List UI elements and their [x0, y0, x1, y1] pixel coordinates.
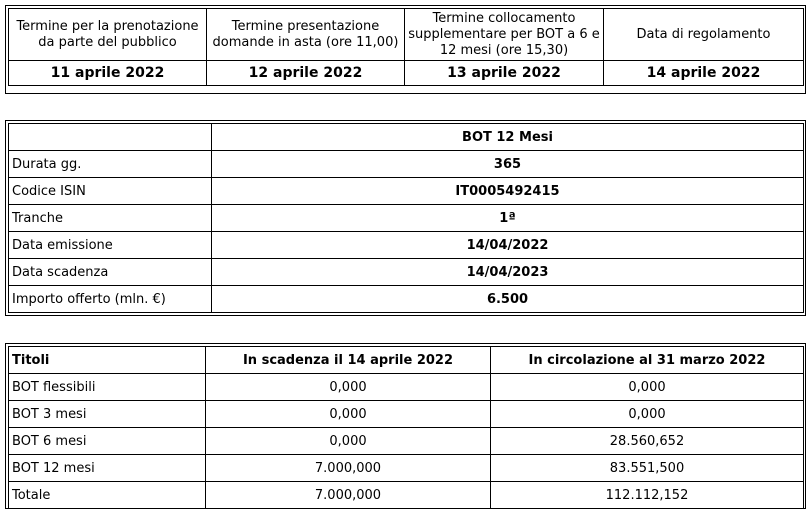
dates-table	[8, 8, 804, 86]
header-data-regolamento: Data di regolamento	[604, 9, 804, 61]
row-value: 6.500	[212, 286, 804, 313]
table-row	[9, 428, 804, 455]
row-label: Importo offerto (mln. €)	[9, 286, 212, 313]
bot-details-table	[8, 123, 804, 313]
details-header-empty	[9, 124, 212, 151]
table-row	[9, 374, 804, 401]
row-in-circolazione: 83.551,500	[491, 455, 804, 482]
table-row	[9, 178, 804, 205]
row-value: 14/04/2022	[212, 232, 804, 259]
table-row	[9, 401, 804, 428]
header-titoli: Titoli	[9, 347, 206, 374]
row-label: Tranche	[9, 205, 212, 232]
table-row	[9, 205, 804, 232]
header-collocamento-supplementare: Termine collocamento supplementare per BOT a 6 e 12 mesi (ore 15,30)	[405, 9, 604, 61]
row-titolo: BOT 6 mesi	[9, 428, 206, 455]
value-data-regolamento: 14 aprile 2022	[604, 61, 804, 86]
value-presentazione-domande: 12 aprile 2022	[207, 61, 405, 86]
details-header-row	[9, 124, 804, 151]
table-row	[9, 286, 804, 313]
row-label: Data scadenza	[9, 259, 212, 286]
row-in-circolazione: 0,000	[491, 374, 804, 401]
dates-value-row	[9, 61, 804, 86]
row-value: IT0005492415	[212, 178, 804, 205]
row-in-circolazione: 28.560,652	[491, 428, 804, 455]
row-titolo: BOT 3 mesi	[9, 401, 206, 428]
table-row	[9, 455, 804, 482]
header-prenotazione: Termine per la prenotazione da parte del pubblico	[9, 9, 207, 61]
value-collocamento-supplementare: 13 aprile 2022	[405, 61, 604, 86]
row-label: Durata gg.	[9, 151, 212, 178]
row-label: Data emissione	[9, 232, 212, 259]
row-value: 14/04/2023	[212, 259, 804, 286]
header-presentazione-domande: Termine presentazione domande in asta (ore 11,00)	[207, 9, 405, 61]
row-in-circolazione: 0,000	[491, 401, 804, 428]
row-titolo: Totale	[9, 482, 206, 509]
titoli-header-row	[9, 347, 804, 374]
row-value: 365	[212, 151, 804, 178]
details-header-title: BOT 12 Mesi	[212, 124, 804, 151]
table-row	[9, 259, 804, 286]
row-titolo: BOT 12 mesi	[9, 455, 206, 482]
row-value: 1ª	[212, 205, 804, 232]
table-row	[9, 151, 804, 178]
row-in-scadenza: 7.000,000	[206, 455, 491, 482]
titoli-table	[8, 346, 804, 509]
row-in-scadenza: 7.000,000	[206, 482, 491, 509]
table-row-total	[9, 482, 804, 509]
dates-header-row	[9, 9, 804, 61]
row-in-scadenza: 0,000	[206, 428, 491, 455]
value-prenotazione: 11 aprile 2022	[9, 61, 207, 86]
row-label: Codice ISIN	[9, 178, 212, 205]
row-in-circolazione: 112.112,152	[491, 482, 804, 509]
row-titolo: BOT flessibili	[9, 374, 206, 401]
header-in-scadenza: In scadenza il 14 aprile 2022	[206, 347, 491, 374]
row-in-scadenza: 0,000	[206, 374, 491, 401]
row-in-scadenza: 0,000	[206, 401, 491, 428]
table-row	[9, 232, 804, 259]
header-in-circolazione: In circolazione al 31 marzo 2022	[491, 347, 804, 374]
